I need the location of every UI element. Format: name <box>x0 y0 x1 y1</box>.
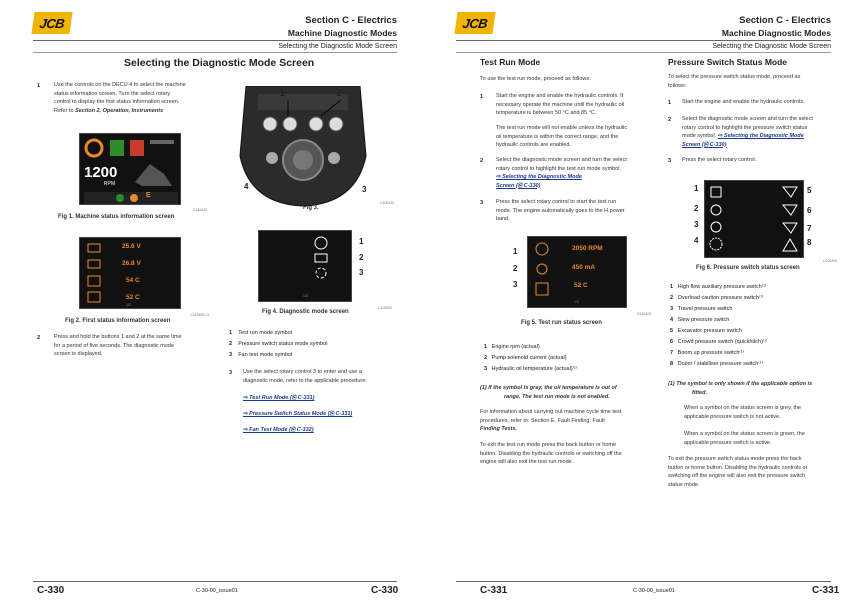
text-line: fitted. <box>692 389 707 396</box>
page-title: Selecting the Diagnostic Mode Screen <box>124 57 315 69</box>
temperature-icon <box>130 140 144 156</box>
high-flow-icon <box>711 187 721 197</box>
step-number: 1 <box>37 83 41 89</box>
legend-num: 1 <box>229 330 233 336</box>
step-number: 3 <box>229 370 233 376</box>
text-line: Use the controls on the DECU 4 to select the machine <box>54 82 186 88</box>
callout-6: 6 <box>807 206 812 215</box>
legend-item <box>229 352 292 358</box>
test-run-note <box>496 124 666 150</box>
legend-text: Boom up pressure switch⁽¹⁾ <box>677 350 744 356</box>
issue-code: C-30-00_issue01 <box>196 588 238 594</box>
figure-code: C100420 <box>380 201 395 205</box>
legend-text: Engine rpm (actual) <box>491 344 540 350</box>
figure-caption: Fig 3. <box>303 205 319 211</box>
legend-item <box>484 344 540 350</box>
legend-num: 8 <box>670 361 674 367</box>
oil-temp-icon <box>536 283 548 295</box>
back-button <box>266 152 278 164</box>
callout-1: 1 <box>513 247 518 256</box>
figure-code: C140400 <box>637 312 652 316</box>
text-line: To exit the pressure switch status mode press the back <box>668 456 802 462</box>
section-reference[interactable]: Section 2, Operation, Instruments <box>75 107 164 114</box>
figure-code: C140400 <box>193 208 208 212</box>
refer-text: Refer to <box>54 107 74 114</box>
legend-num: 5 <box>670 328 674 334</box>
callout-1: 1 <box>694 184 699 193</box>
test-run-more-info <box>480 408 665 434</box>
step-3-text <box>243 368 403 385</box>
text-line: temperature is between 50 °C and 85 °C. <box>496 110 597 117</box>
step-2-text <box>54 333 224 359</box>
header-rule <box>33 52 397 53</box>
legend-text: Crowd pressure switch (quickhitch)⁽¹⁾ <box>677 339 768 345</box>
fan-test-icon <box>316 268 326 278</box>
step-number: 1 <box>480 94 484 100</box>
battery-icon <box>88 260 100 268</box>
oil-temp-value: 52 C <box>574 282 588 289</box>
pressure-grey-note <box>684 404 844 421</box>
link-selecting-diagnostic[interactable]: ⇨ Selecting the Diagnostic Mode <box>717 133 804 140</box>
legend-item <box>670 317 729 323</box>
first-status-screen <box>79 237 181 309</box>
legend-num: 1 <box>484 344 488 350</box>
text-line: When a symbol on the status screen is grey, the <box>684 405 801 411</box>
callout-2: 2 <box>359 253 364 262</box>
text-line: To select the pressure switch status mode, proceed as <box>668 74 801 80</box>
callout-1: 1 <box>359 237 364 246</box>
callout-2: 2 <box>513 264 518 273</box>
text-line: mode. The engine automatically goes to the H power <box>496 207 625 214</box>
legend-num: 2 <box>229 341 233 347</box>
legend-item <box>670 361 763 367</box>
excavator-switch-icon <box>783 187 797 197</box>
plus-button <box>329 117 343 131</box>
legend-text: Fan test mode symbol <box>238 352 293 358</box>
battery-icon <box>88 244 100 252</box>
callout-2: 2 <box>337 89 342 98</box>
figure-caption: Fig 2. First status information screen <box>65 318 171 324</box>
button-1 <box>283 117 297 131</box>
legend-num: 6 <box>670 339 674 345</box>
text-line: status mode. <box>668 481 700 488</box>
oil-temp-icon <box>88 292 100 302</box>
home-button <box>328 152 340 164</box>
battery-voltage-2: 26.8 V <box>122 260 141 267</box>
callout-4: 4 <box>244 182 249 191</box>
boom-up-icon <box>783 223 797 233</box>
text-line: applicable pressure switch is not active. <box>684 413 781 420</box>
step-number: 1 <box>668 100 672 106</box>
pressure-intro <box>668 73 838 90</box>
text-line: screen is displayed. <box>54 351 103 358</box>
jcb-logo: JCB <box>454 12 495 34</box>
page-number: C-330 <box>371 585 399 596</box>
text-line: oil temperature is within the correct range, and the <box>496 133 619 140</box>
figure-caption: Fig 4. Diagnostic mode screen <box>262 309 349 315</box>
breadcrumb: Selecting the Diagnostic Mode Screen <box>278 43 397 50</box>
button-2 <box>309 117 323 131</box>
figure-code: C100390 <box>823 259 838 263</box>
pressure-switch-status-screen <box>704 180 804 258</box>
legend-text: Test run mode symbol <box>238 330 292 336</box>
diagnostic-icons <box>259 231 353 303</box>
page-number: C-331 <box>480 585 508 596</box>
callout-3: 3 <box>694 220 699 229</box>
text-line: The test run mode will not enable unless the hydraulic <box>496 125 628 131</box>
text-line: button or home button. Disabling the hydraulic controls or <box>668 464 808 471</box>
overload-icon <box>711 205 721 215</box>
pressure-exit <box>668 455 846 489</box>
page-indicator: 1/2 <box>126 303 131 307</box>
figure-caption: Fig 5. Test run status screen <box>521 320 602 326</box>
legend-item <box>670 350 744 356</box>
legend-item <box>670 295 764 301</box>
text-line: engine will also exit the test run mode. <box>480 459 574 466</box>
text-line: control to display the first status information screen. <box>54 99 180 106</box>
legend-num: 2 <box>484 355 488 361</box>
pressure-step-3: Press the select rotary control. <box>682 157 757 163</box>
engine-rpm-value: 2050 RPM <box>572 245 603 252</box>
subsection-title: Machine Diagnostic Modes <box>287 28 397 38</box>
text-line: Start the engine and enable the hydraulic controls. If <box>496 93 624 99</box>
header-rule <box>33 40 397 41</box>
text-line: rotary control to highlight the test run mode symbol. <box>496 165 622 172</box>
text-line: To exit the test run mode press the back button or home <box>480 442 617 448</box>
legend-num: 1 <box>670 284 674 290</box>
step-number: 2 <box>37 335 41 341</box>
text-line: rotary control to highlight the pressure switch status <box>682 124 808 131</box>
status-bar <box>150 140 174 144</box>
legend-text: Overload caution pressure switch⁽¹⁾ <box>677 295 764 301</box>
text-line: hydraulic controls are enabled. <box>496 142 571 149</box>
callout-5: 5 <box>807 186 812 195</box>
legend-text: Pump solenoid current (actual) <box>491 355 567 361</box>
oil-temp: 52 C <box>126 294 140 301</box>
diagnostic-mode-screen <box>258 230 352 302</box>
test-run-status-screen <box>527 236 627 308</box>
coolant-temp: 54 C <box>126 277 140 284</box>
text-line: When a symbol on the status screen is green, the <box>684 431 805 437</box>
test-run-intro: To use the test run mode, proceed as follows: <box>480 76 591 82</box>
issue-code: C-30-00_issue01 <box>633 588 675 594</box>
text-line: applicable pressure switch is active. <box>684 439 772 446</box>
gear-icon <box>86 140 102 156</box>
pressure-switch-icons <box>705 181 805 259</box>
text-line <box>682 132 842 141</box>
test-run-footnote <box>480 384 660 401</box>
rotary-center <box>293 150 313 170</box>
callout-4: 4 <box>694 236 699 245</box>
crowd-icon <box>783 205 797 215</box>
minus-button <box>263 117 277 131</box>
text-line: follows: <box>668 82 687 89</box>
page-indicator: 1/3 <box>574 300 579 304</box>
page-indicator: 1/3 <box>303 294 308 298</box>
legend-item <box>229 341 327 347</box>
travel-icon <box>711 222 721 232</box>
battery-voltage-1: 25.6 V <box>122 243 141 250</box>
legend-text: Pressure switch status mode symbol <box>238 341 328 347</box>
legend-item <box>670 306 732 312</box>
excavator-icon <box>135 164 172 186</box>
section-title: Section C - Electrics <box>305 15 397 26</box>
fan-icon <box>116 194 124 202</box>
fuel-level-icon <box>110 140 124 156</box>
text-span: mode symbol. <box>682 133 717 140</box>
text-line: Press and hold the buttons 1 and 2 at the same time <box>54 334 182 340</box>
test-run-icon <box>315 237 327 249</box>
pressure-switch-heading: Pressure Switch Status Mode <box>668 57 788 67</box>
text-line <box>54 107 224 116</box>
figure-caption: Fig 6. Pressure switch status screen <box>696 265 800 271</box>
text-line: (1) If the symbol is grey, the oil temperature is out of <box>480 385 617 391</box>
legend-num: 4 <box>670 317 674 323</box>
engine-rpm-icon <box>536 243 548 255</box>
pressure-step-1: Start the engine and enable the hydraulic controls. <box>682 99 805 105</box>
legend-item <box>670 339 767 345</box>
link-test-run-mode[interactable]: ⇨ Test Run Mode (⎘ C-331) <box>243 395 315 401</box>
figure-code: C100500 <box>378 306 393 310</box>
pressure-green-note <box>684 430 844 447</box>
legend-text: Slew pressure switch <box>677 317 730 323</box>
figure-caption: Fig 1. Machine status information screen <box>58 214 175 220</box>
pressure-footnote <box>668 380 843 397</box>
legend-item <box>670 328 742 334</box>
jcb-logo: JCB <box>31 12 72 34</box>
slew-icon <box>710 238 722 250</box>
power-mode: E <box>146 192 151 199</box>
breadcrumb: Selecting the Diagnostic Mode Screen <box>712 43 831 50</box>
test-run-step-1 <box>496 92 666 118</box>
text-line: (1) The symbol is only shown if the applicable option is <box>668 381 813 387</box>
text-line: switching off the engine will also exit the pressure switch <box>668 473 806 480</box>
dozer-icon <box>783 239 797 251</box>
figure-code: C140500-C1 <box>190 313 210 317</box>
legend-text: Excavator pressure switch <box>677 328 742 334</box>
decu-console-figure <box>236 86 370 208</box>
text-line: Use the select rotary control 3 to enter and use a <box>243 369 362 375</box>
step-number: 3 <box>668 158 672 164</box>
legend-num: 2 <box>670 295 674 301</box>
text-line: Finding Tests. <box>480 426 518 433</box>
text-line: button. Disabling the hydraulic controls or switching off the <box>480 450 622 457</box>
footer-rule <box>33 581 397 582</box>
legend-num: 3 <box>670 306 674 312</box>
callout-3: 3 <box>362 185 367 194</box>
text-line: for a period of five seconds. The diagnostic mode <box>54 342 175 349</box>
right-page <box>434 0 868 611</box>
text-line: band. <box>496 216 510 223</box>
rpm-unit: RPM <box>104 181 116 187</box>
text-line: diagnostic mode, refer to the applicable procedure: <box>243 377 367 384</box>
legend-item <box>484 355 567 361</box>
link-pressure-switch-mode[interactable]: ⇨ Pressure Switch Status Mode (⎘ C-331) <box>243 411 353 417</box>
solenoid-current-value: 450 mA <box>572 264 596 271</box>
legend-text: Dozer / stabiliser pressure switch⁽¹⁾ <box>677 361 763 367</box>
legend-num: 3 <box>484 366 488 372</box>
legend-num: 7 <box>670 350 674 356</box>
legend-text: Hydraulic oil temperature (actual)⁽¹⁾ <box>491 366 578 372</box>
step-number: 2 <box>668 117 672 123</box>
callout-7: 7 <box>807 224 812 233</box>
header-rule <box>456 52 831 53</box>
legend-text: High flow auxiliary pressure switch⁽¹⁾ <box>677 284 767 290</box>
text-line: Press the select rotary control to start the test run <box>496 199 617 205</box>
step-1-text <box>54 81 224 115</box>
test-run-heading: Test Run Mode <box>480 57 541 67</box>
rpm-value: 1200 <box>84 164 118 181</box>
callout-8: 8 <box>807 238 812 247</box>
link-fan-test-mode[interactable]: ⇨ Fan Test Mode (⎘ C-332) <box>243 427 314 433</box>
section-title: Section C - Electrics <box>739 15 831 26</box>
coolant-icon <box>88 276 100 286</box>
mode-icon <box>130 194 138 202</box>
console-screen <box>258 94 348 110</box>
status-icons <box>80 238 110 310</box>
text-line: For information about carrying out machine cycle time test <box>480 409 622 415</box>
legend-item <box>670 284 766 290</box>
callout-3: 3 <box>359 268 364 277</box>
legend-text: Travel pressure switch <box>677 306 733 312</box>
test-run-step-2 <box>496 156 666 190</box>
text-line: Select the diagnostic mode screen and turn the select <box>496 157 627 163</box>
pressure-step-2 <box>682 115 842 149</box>
page-number: C-331 <box>812 585 840 596</box>
text-line: Select the diagnostic mode screen and turn the select <box>682 116 813 122</box>
callout-1: 1 <box>280 89 285 98</box>
legend-item <box>484 366 577 372</box>
text-line: status information screen. Turn the select rotary <box>54 90 171 97</box>
legend-item <box>229 330 292 336</box>
footer-rule <box>456 581 831 582</box>
machine-status-screen <box>79 133 181 205</box>
callout-3: 3 <box>513 280 518 289</box>
test-run-exit <box>480 441 665 467</box>
header-rule <box>456 40 831 41</box>
page-number: C-330 <box>37 585 65 596</box>
subsection-title: Machine Diagnostic Modes <box>721 28 831 38</box>
link-selecting-diagnostic[interactable]: ⇨ Selecting the Diagnostic Mode <box>496 174 582 181</box>
solenoid-icon <box>537 264 547 274</box>
callout-2: 2 <box>694 204 699 213</box>
link-selecting-diagnostic[interactable]: Screen (⎘ C-330) <box>682 141 727 148</box>
step-number: 2 <box>480 158 484 164</box>
test-run-step-3 <box>496 198 666 224</box>
text-line: range. The test run mode is not enabled. <box>504 393 610 400</box>
text-line: procedures, refer to: Section E, Fault Finding, Fault <box>480 417 605 424</box>
step-number: 3 <box>480 200 484 206</box>
pressure-switch-icon <box>315 254 327 262</box>
test-run-icons <box>528 237 558 309</box>
link-selecting-diagnostic[interactable]: Screen (⎘ C-330) <box>496 182 541 189</box>
text-line: necessary operate the machine until the hydraulic oil <box>496 101 625 108</box>
legend-num: 3 <box>229 352 233 358</box>
